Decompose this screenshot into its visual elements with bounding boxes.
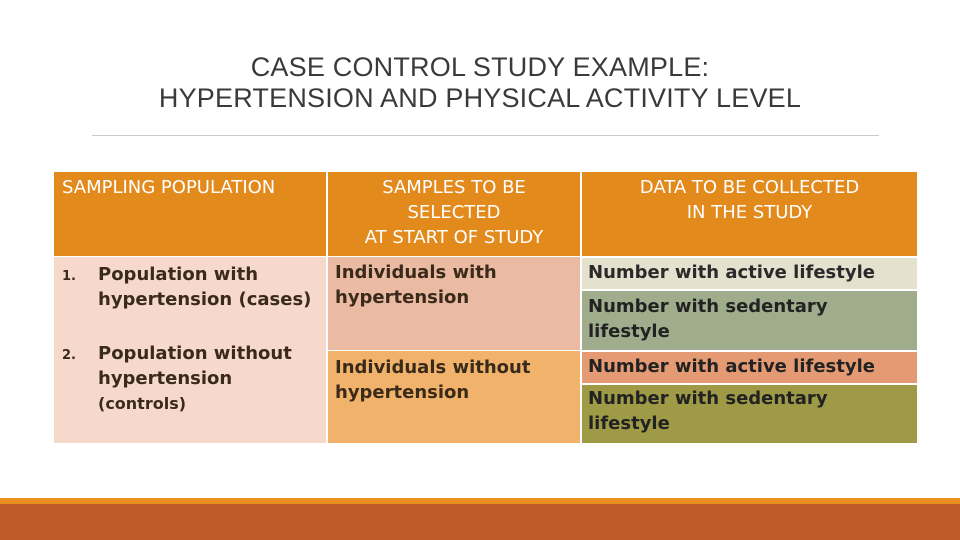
population-line: hypertension (cases) xyxy=(98,289,312,310)
header-data-collected xyxy=(582,172,917,256)
sample-line: hypertension xyxy=(335,287,470,308)
population-number: 1. xyxy=(62,269,76,284)
header-samples-line-3: AT START OF STUDY xyxy=(364,227,544,248)
data-cell-cases-sedentary xyxy=(582,291,917,350)
data-cell-controls-sedentary xyxy=(582,385,917,443)
header-samples xyxy=(328,172,580,256)
population-number: 2. xyxy=(62,348,76,363)
data-cell-controls-active xyxy=(582,352,917,383)
data-line: Number with active lifestyle xyxy=(588,262,875,283)
sample-cell-cases xyxy=(328,257,580,350)
data-line: Number with sedentary xyxy=(588,296,828,317)
population-line: Population without xyxy=(98,343,292,364)
population-line: (controls) xyxy=(98,394,187,413)
data-line: lifestyle xyxy=(588,413,670,434)
data-line: Number with sedentary xyxy=(588,388,828,409)
header-samples-line-2: SELECTED xyxy=(407,202,501,223)
slide-title xyxy=(0,52,960,114)
population-line: hypertension xyxy=(98,368,233,389)
sample-line: hypertension xyxy=(335,382,470,403)
sample-cell-controls xyxy=(328,351,580,443)
data-line: lifestyle xyxy=(588,321,670,342)
title-line-2: HYPERTENSION AND PHYSICAL ACTIVITY LEVEL xyxy=(158,83,802,113)
data-line: Number with active lifestyle xyxy=(588,356,875,377)
header-sampling-population-label: SAMPLING POPULATION xyxy=(62,177,276,198)
header-samples-line-1: SAMPLES TO BE xyxy=(382,177,526,198)
title-divider xyxy=(92,135,879,136)
sample-line: Individuals without xyxy=(335,357,531,378)
sampling-population-cell xyxy=(54,257,326,443)
title-line-1: CASE CONTROL STUDY EXAMPLE: xyxy=(250,52,710,82)
header-data-line-1: DATA TO BE COLLECTED xyxy=(639,177,860,198)
header-data-line-2: IN THE STUDY xyxy=(686,202,813,223)
data-cell-cases-active xyxy=(582,258,917,289)
population-line: Population with xyxy=(98,264,259,285)
footer-bar xyxy=(0,504,960,540)
sample-line: Individuals with xyxy=(335,262,497,283)
header-sampling-population xyxy=(54,172,326,256)
